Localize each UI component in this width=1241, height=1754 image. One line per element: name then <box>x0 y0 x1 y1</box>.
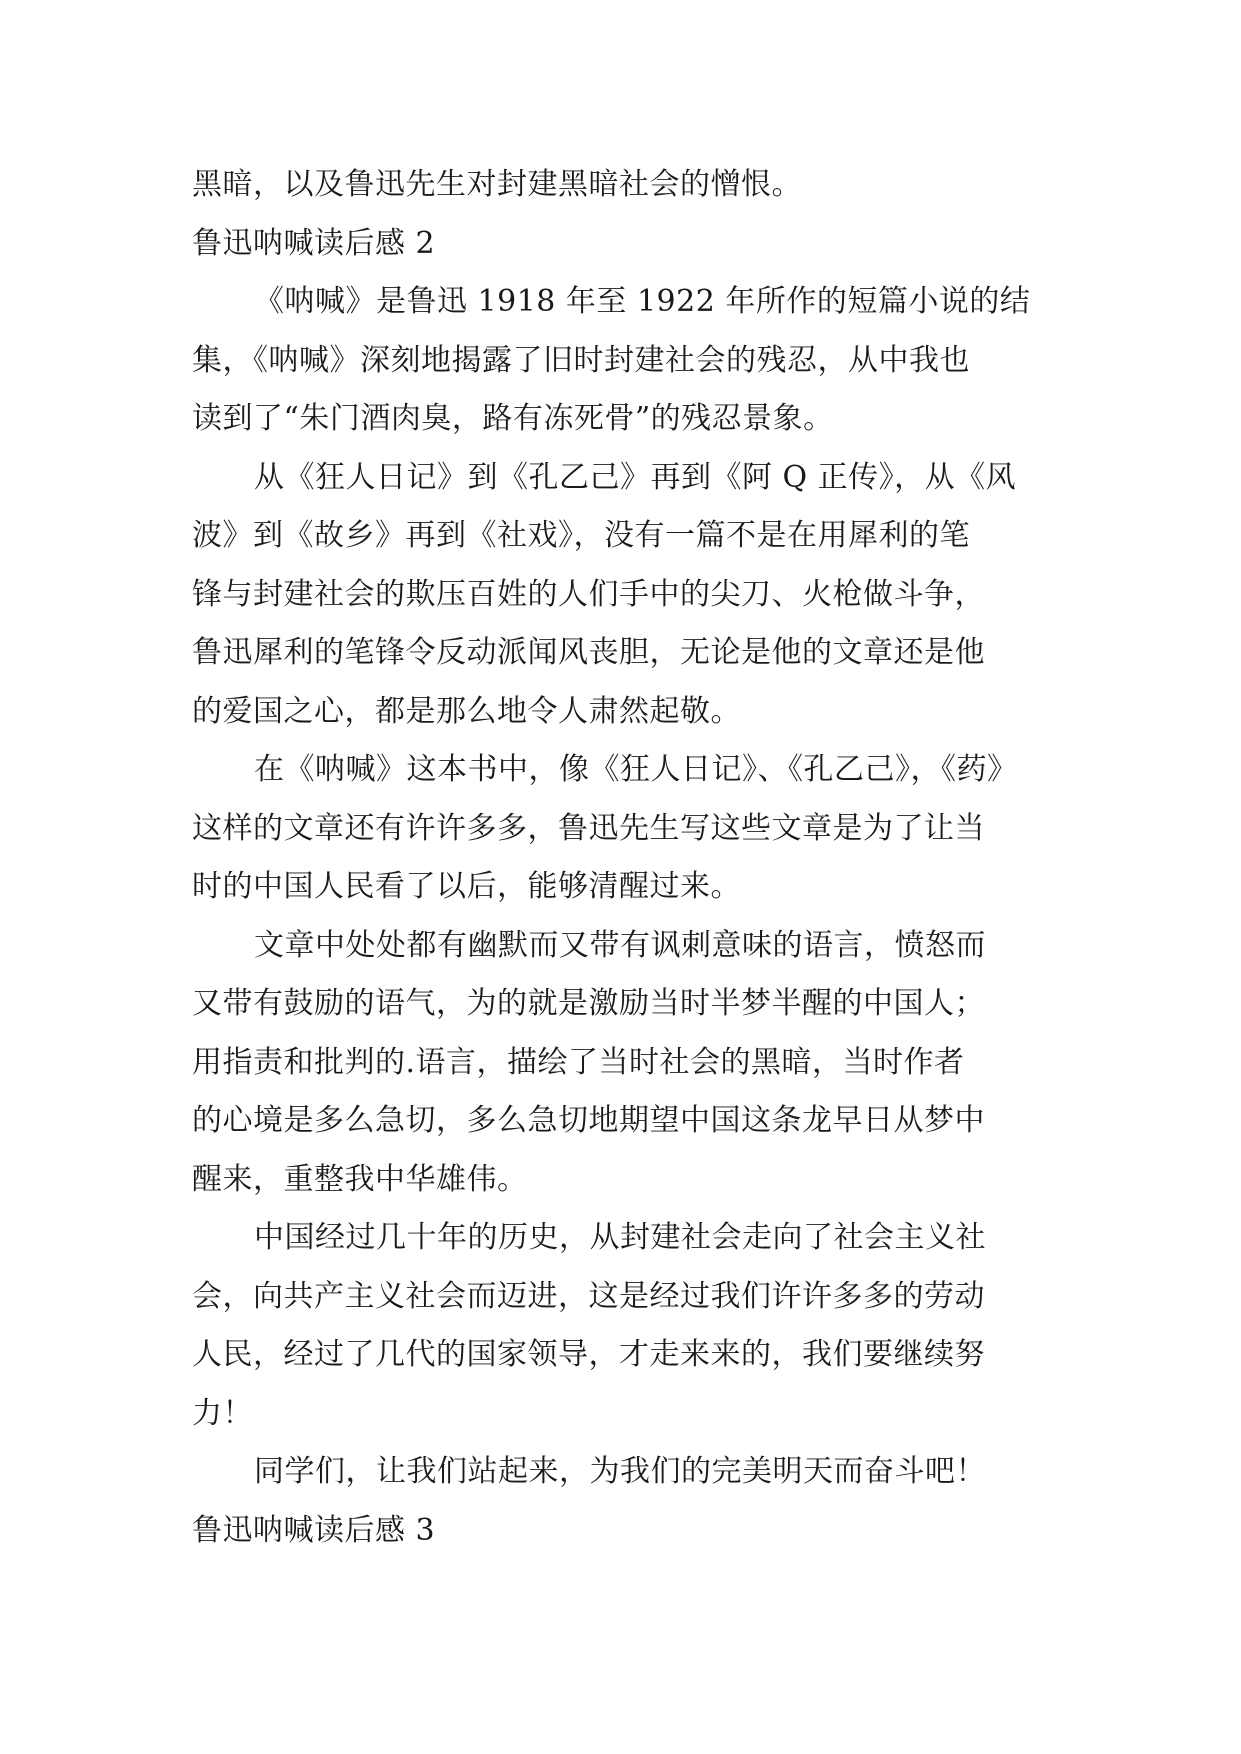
text-line: 黑暗，以及鲁迅先生对封建黑暗社会的憎恨。 <box>192 167 802 202</box>
text-line: 鲁迅犀利的笔锋令反动派闻风丧胆，无论是他的文章还是他 <box>192 635 985 670</box>
paragraph-first-line: 《呐喊》是鲁迅 1918 年至 1922 年所作的短篇小说的结 <box>254 284 1031 319</box>
text-line: 的爱国之心，都是那么地令人肃然起敬。 <box>192 693 741 729</box>
paragraph-first-line: 在《呐喊》这本书中，像《狂人日记》、《孔乙己》，《药》 <box>254 752 1018 787</box>
text-line: 的心境是多么急切，多么急切地期望中国这条龙早日从梦中 <box>192 1103 985 1138</box>
text-line: 集，《呐喊》深刻地揭露了旧时封建社会的残忍，从中我也 <box>192 342 970 378</box>
text-line: 锋与封建社会的欺压百姓的人们手中的尖刀、火枪做斗争， <box>192 576 985 612</box>
document-page <box>192 156 1062 1560</box>
text-line: 醒来，重整我中华雄伟。 <box>192 1161 528 1197</box>
paragraph-first-line: 中国经过几十年的历史，从封建社会走向了社会主义社 <box>254 1220 986 1255</box>
text-line: 人民，经过了几代的国家领导，才走来来的，我们要继续努 <box>192 1337 985 1372</box>
text-line: 又带有鼓励的语气，为的就是激励当时半梦半醒的中国人； <box>192 986 985 1021</box>
text-line: 读到了“朱门酒肉臭，路有冻死骨”的残忍景象。 <box>192 401 834 436</box>
paragraph-first-line: 从《狂人日记》到《孔乙己》再到《阿 Q 正传》，从《风 <box>254 459 1017 495</box>
paragraph-first-line: 同学们，让我们站起来，为我们的完美明天而奋斗吧！ <box>254 1454 986 1489</box>
text-line: 这样的文章还有许许多多，鲁迅先生写这些文章是为了让当 <box>192 810 985 846</box>
text-line: 会，向共产主义社会而迈进，这是经过我们许许多多的劳动 <box>192 1278 985 1314</box>
text-line: 时的中国人民看了以后，能够清醒过来。 <box>192 869 741 904</box>
text-line: 波》到《故乡》再到《社戏》，没有一篇不是在用犀利的笔 <box>192 518 970 553</box>
text-line: 力！ <box>192 1395 253 1431</box>
section-heading: 鲁迅呐喊读后感 2 <box>192 225 436 261</box>
paragraph-first-line: 文章中处处都有幽默而又带有讽刺意味的语言，愤怒而 <box>254 927 986 963</box>
section-heading: 鲁迅呐喊读后感 3 <box>192 1512 436 1548</box>
text-line: 用指责和批判的.语言，描绘了当时社会的黑暗，当时作者 <box>192 1044 965 1080</box>
